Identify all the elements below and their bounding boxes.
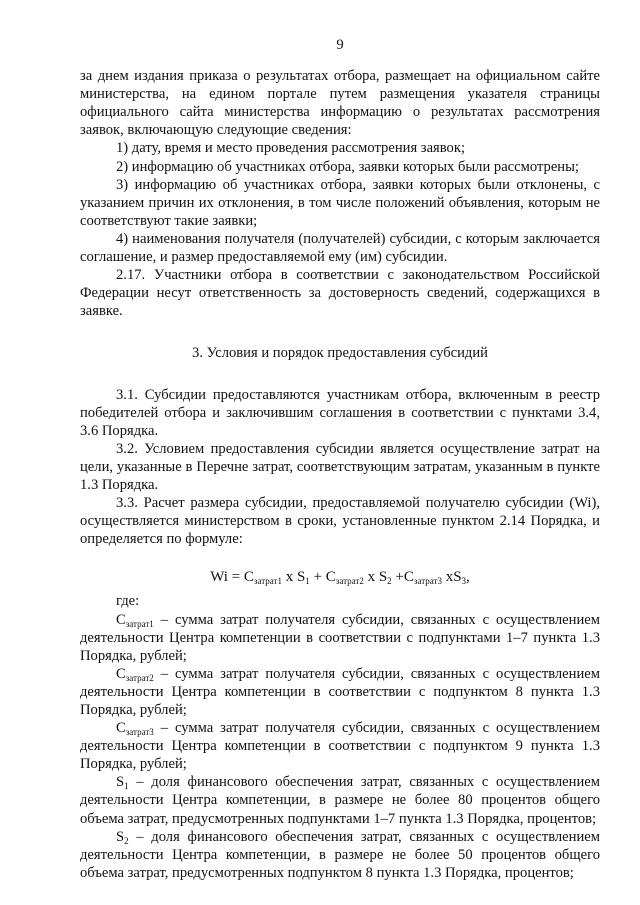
list-item-4: 4) наименования получателя (получателей) субсидии, с которым заключается соглашение, и размер предоставляемой ему (им) субсидии. bbox=[80, 230, 600, 266]
where-label: где: bbox=[116, 593, 140, 610]
list-item-1: 1) дату, время и место проведения рассмотрения заявок; bbox=[116, 140, 465, 157]
paragraph-3-2: 3.2. Условием предоставления субсидии является осуществление затрат на цели, указанные в Перечне затрат, соответствующим затратам, указанным в пункте 1.3 Порядка. bbox=[80, 440, 600, 493]
page-number: 9 bbox=[336, 37, 344, 53]
definition-c-zatrat3: $C_{затрат3}$ – сумма затрат получателя субсидии, связанных с осуществлением деятельности Центра компетенции в соответствии с подпунктом 9 пункта 1.3 Порядка, рублей; bbox=[80, 720, 600, 773]
definition-c-zatrat1: $C_{затрат1}$ – сумма затрат получателя субсидии, связанных с осуществлением деятельности Центра компетенции в соответствии с подпунктами 1–7 пункта 1.3 Порядка, рублей; bbox=[80, 611, 600, 664]
list-item-2: 2) информацию об участниках отбора, заявки которых были рассмотрены; bbox=[116, 158, 579, 175]
definition-s2: $S_2$ – доля финансового обеспечения затрат, связанных с осуществлением деятельности Центра компетенции, в размере не более 50 процентов общего объема затрат, предусмотренных подпунктом 8 пункта 1.3 Порядка, процентов; bbox=[80, 828, 600, 881]
section-heading: 3. Условия и порядок предоставления субсидий bbox=[192, 345, 488, 362]
intro-paragraph: за днем издания приказа о результатах отбора, размещает на официальном сайте министерства, на едином портале путем размещения указателя страницы официального сайта министерства информацию о результатах рассмотрения заявок, включающую следующие сведения: bbox=[80, 68, 600, 139]
subsidy-formula: $Wi = C_{затрат1}$ x $S_1 + C_{затрат2}$ x $S_2 +C_{затрат3}$ $xS_3$, bbox=[210, 569, 470, 587]
definition-c-zatrat2: $C_{затрат2}$ – сумма затрат получателя субсидии, связанных с осуществлением деятельности Центра компетенции в соответствии с подпунктом 8 пункта 1.3 Порядка, рублей; bbox=[80, 665, 600, 718]
definition-s1: $S_1$ – доля финансового обеспечения затрат, связанных с осуществлением деятельности Центра компетенции, в размере не более 80 процентов общего объема затрат, предусмотренных подпунктами 1–7 пункта 1.3 Порядка, процентов; bbox=[80, 774, 600, 827]
paragraph-2-17: 2.17. Участники отбора в соответствии с законодательством Российской Федерации несут ответственность за достоверность сведений, содержащихся в заявке. bbox=[80, 267, 600, 320]
paragraph-3-3: 3.3. Расчет размера субсидии, предоставляемой получателю субсидии (Wi), осуществляется министерством в сроки, установленные пунктом 2.14 Порядка, и определяется по формуле: bbox=[80, 495, 600, 548]
list-item-3: 3) информацию об участниках отбора, заявки которых были отклонены, с указанием причин их отклонения, в том числе положений объявления, которым не соответствуют такие заявки; bbox=[80, 176, 600, 229]
paragraph-3-1: 3.1. Субсидии предоставляются участникам отбора, включенным в реестр победителей отбора и заключившим соглашения в соответствии с пунктами 3.4, 3.6 Порядка. bbox=[80, 386, 600, 439]
